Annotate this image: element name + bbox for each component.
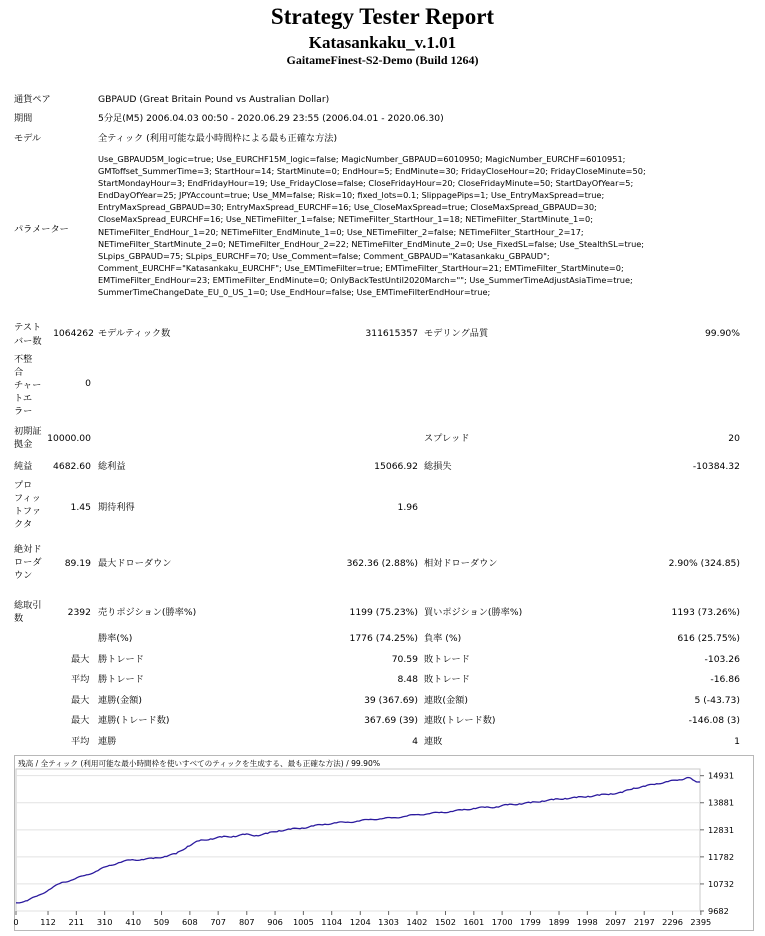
win-rate-label: 勝率(%): [98, 633, 133, 644]
x-tick-label: 807: [238, 917, 255, 927]
model-label: モデル: [14, 133, 42, 144]
x-tick-label: 410: [125, 917, 142, 927]
x-tick-label: 1799: [520, 917, 541, 927]
y-tick-label: 12831: [708, 824, 735, 835]
param-line: SummerTimeChangeDate_EU_0_US_1=0; Use_EndHour=false; Use_EMTimeFilterEndHour=true;: [98, 287, 491, 298]
max-word-2: 最大: [71, 695, 90, 706]
ea-name: Katasankaku_v.1.01: [308, 33, 457, 52]
x-tick-label: 2296: [662, 917, 683, 927]
model-value: 全ティック (利用可能な最小時間枠による最も正確な方法): [98, 133, 338, 144]
x-tick-label: 2395: [690, 917, 712, 927]
param-line: Comment_EURCHF="Katasankaku_EURCHF"; Use_EMTimeFilter=true; EMTimeFilter_StartHour=21; EMTimeFilter_StartMinute=0;: [98, 262, 624, 273]
y-tick-label: 10732: [708, 878, 735, 889]
net-label: 純益: [14, 461, 33, 472]
x-tick-label: 1005: [292, 917, 314, 927]
ticks-label: モデルティック数: [98, 328, 171, 339]
server-name: GaitameFinest-S2-Demo (Build 1264): [286, 53, 479, 67]
pf-label-4: クタ: [14, 519, 33, 530]
bars-value: 1064262: [53, 328, 94, 339]
pair-value: GBPAUD (Great Britain Pound vs Australian Dollar): [98, 94, 330, 105]
x-tick-label: 707: [210, 917, 226, 927]
avg-cons-wins-label: 連勝: [98, 736, 117, 747]
max-cons-loss-label: 連敗(トレード数): [424, 715, 496, 726]
abs-dd-label: 絶対ド: [14, 544, 42, 555]
x-tick-label: 1700: [491, 917, 513, 927]
x-tick-label: 509: [153, 917, 170, 927]
largest-win-value: 70.59: [391, 654, 418, 665]
chart-title: 残高 / 全ティック (利用可能な最小時間枠を使いすべてのティックを生成する、最も正確な方法) / 99.90%: [18, 759, 381, 768]
avg-cons-wins-value: 4: [412, 736, 418, 747]
pf-value: 1.45: [70, 502, 91, 513]
trades-label-2: 数: [14, 613, 24, 624]
abs-dd-value: 89.19: [64, 558, 91, 569]
param-line: StartMondayHour=3; EndFridayHour=19; Use_FridayClose=false; CloseFridayHour=20; CloseFridayMinute=50; StartDayOfYear=5;: [98, 178, 634, 189]
loss-rate-label: 負率 (%): [424, 633, 462, 644]
x-tick-label: 310: [96, 917, 113, 927]
avg-win-label: 勝トレード: [98, 674, 144, 685]
spread-label: スプレッド: [424, 433, 470, 444]
spread-value: 20: [728, 433, 740, 444]
param-line: EMTimeFilter_EndHour=23; EMTimeFilter_EndMinute=0; OnlyBackTestUntil2020March=""; Use_SummerTimeAdjustAsiaTime=true;: [98, 274, 633, 285]
pf-label-3: トファ: [14, 506, 42, 517]
x-tick-label: 1601: [463, 917, 485, 927]
rel-dd-value: 2.90% (324.85): [668, 558, 740, 569]
bars-label: テスト: [14, 322, 42, 333]
x-tick-label: 2197: [633, 917, 655, 927]
x-tick-label: 608: [182, 917, 198, 927]
avg-loss-value: -16.86: [710, 674, 740, 685]
largest-loss-value: -103.26: [704, 654, 740, 665]
max-cons-losses-label: 連敗(金額): [424, 695, 468, 706]
quality-value: 99.90%: [704, 328, 740, 339]
params-label: パラメーター: [14, 224, 69, 235]
ticks-value: 311615357: [365, 328, 418, 339]
x-tick-label: 1998: [576, 917, 598, 927]
long-label: 買いポジション(勝率%): [424, 607, 523, 618]
gross-profit-value: 15066.92: [374, 461, 418, 472]
y-tick-label: 9682: [708, 906, 729, 916]
balance-chart: [14, 755, 754, 931]
y-tick-label: 14931: [708, 770, 735, 781]
y-tick-label: 11782: [708, 851, 735, 862]
short-label: 売りポジション(勝率%): [98, 607, 197, 618]
mismatch-label-2: 合: [14, 367, 24, 378]
mismatch-value: 0: [85, 378, 91, 389]
x-tick-label: 112: [40, 917, 56, 927]
deposit-value: 10000.00: [47, 433, 91, 444]
loss-rate-value: 616 (25.75%): [677, 633, 740, 644]
gross-loss-label: 総損失: [424, 461, 452, 472]
param-line: Use_GBPAUD5M_logic=true; Use_EURCHF15M_logic=false; MagicNumber_GBPAUD=6010950; MagicNumber_EURCHF=6010951;: [98, 154, 626, 164]
abs-dd-label-2: ローダ: [14, 557, 42, 568]
max-cons-wins-value: 39 (367.69): [364, 695, 418, 706]
quality-label: モデリング品質: [424, 328, 489, 339]
deposit-label: 初期証: [14, 426, 42, 437]
avg-loss-label: 敗トレード: [424, 674, 470, 685]
largest-loss-label: 敗トレード: [424, 654, 470, 665]
avg-cons-losses-label: 連敗: [424, 736, 443, 747]
y-tick-label: 13881: [708, 797, 735, 808]
max-cons-wins-label: 連勝(金額): [98, 695, 142, 706]
max-cons-loss-value: -146.08 (3): [688, 715, 740, 726]
bars-label-2: バー数: [14, 336, 42, 347]
gross-loss-value: -10384.32: [692, 461, 740, 472]
short-value: 1199 (75.23%): [349, 607, 418, 618]
param-line: NETimeFilter_StartMinute_2=0; NETimeFilter_EndHour_2=22; NETimeFilter_EndMinute_2=0; Use_FixedSL=false; Use_StealthSL=true;: [98, 238, 645, 249]
x-tick-label: 1402: [406, 917, 428, 927]
pf-label: プロ: [14, 480, 33, 491]
expected-value: 1.96: [397, 502, 418, 513]
largest-win-label: 勝トレード: [98, 654, 144, 665]
max-word: 最大: [71, 654, 90, 665]
abs-dd-label-3: ウン: [14, 570, 33, 581]
deposit-label-2: 拠金: [14, 439, 33, 450]
max-word-3: 最大: [71, 715, 90, 726]
mismatch-label: 不整: [14, 354, 33, 365]
param-line: NETimeFilter_EndHour_1=20; NETimeFilter_EndMinute_1=0; Use_NETimeFilter_2=false; NETimeFilter_StartHour_2=17;: [98, 226, 584, 237]
max-cons-losses-value: 5 (-43.73): [694, 695, 740, 706]
x-tick-label: 1899: [548, 917, 570, 927]
param-line: EntryMaxSpread_GBPAUD=30; EntryMaxSpread_EURCHF=16; Use_CloseMaxSpread=true; CloseMaxSpread_GBPAUD=30;: [98, 202, 597, 213]
long-value: 1193 (73.26%): [671, 607, 740, 618]
balance-chart-svg: [14, 755, 754, 931]
x-tick-label: 211: [68, 917, 85, 927]
expected-label: 期待利得: [98, 502, 135, 513]
report-title: Strategy Tester Report: [270, 4, 495, 29]
gross-profit-label: 総利益: [98, 461, 126, 472]
avg-win-value: 8.48: [397, 674, 418, 685]
mismatch-label-5: ラー: [14, 406, 33, 417]
rel-dd-label: 相対ドローダウン: [424, 558, 498, 569]
x-tick-label: 1502: [435, 917, 456, 927]
avg-word: 平均: [71, 674, 90, 685]
mismatch-label-4: トエ: [14, 393, 33, 404]
x-tick-label: 1204: [349, 917, 371, 927]
pf-label-2: フィッ: [14, 493, 41, 504]
avg-cons-losses-value: 1: [734, 736, 740, 747]
params-block: [98, 153, 738, 298]
trades-label: 総取引: [14, 600, 42, 611]
period-label: 期間: [14, 113, 33, 124]
net-value: 4682.60: [53, 461, 91, 472]
max-cons-profit-label: 連勝(トレード数): [98, 715, 170, 726]
period-value: 5分足(M5) 2006.04.03 00:50 - 2020.06.29 23:55 (2006.04.01 - 2020.06.30): [98, 113, 444, 124]
pair-label: 通貨ペア: [14, 94, 51, 105]
x-tick-label: 2097: [605, 917, 627, 927]
x-tick-label: 0: [13, 917, 19, 927]
win-rate-value: 1776 (74.25%): [349, 633, 418, 644]
x-tick-label: 906: [267, 917, 283, 927]
x-tick-label: 1303: [378, 917, 400, 927]
trades-value: 2392: [67, 607, 91, 618]
param-line: CloseMaxSpread_EURCHF=16; Use_NETimeFilter_1=false; NETimeFilter_StartHour_1=18; NETimeFilter_StartMinute_1=0;: [98, 214, 593, 225]
plot-area: [16, 769, 700, 911]
max-dd-label: 最大ドローダウン: [98, 558, 172, 569]
avg-word-2: 平均: [71, 736, 90, 747]
param-line: EndDayOfYear=25; JPYAccount=true; Use_MM=false; Risk=10; fixed_lots=0.1; SlippagePips=1; Use_EntryMaxSpread=true;: [98, 190, 605, 201]
max-cons-profit-value: 367.69 (39): [364, 715, 418, 726]
x-tick-label: 1104: [321, 917, 343, 927]
max-dd-value: 362.36 (2.88%): [346, 558, 418, 569]
mismatch-label-3: チャー: [14, 380, 42, 391]
param-line: GMToffset_SummerTime=3; StartHour=14; StartMinute=0; EndHour=5; EndMinute=30; FridayCloseHour=20; FridayCloseMinute=50;: [98, 166, 646, 177]
param-line: SLpips_GBPAUD=75; SLpips_EURCHF=70; Use_Comment=false; Comment_GBPAUD="Katasankaku_GBPAUD";: [98, 250, 550, 261]
